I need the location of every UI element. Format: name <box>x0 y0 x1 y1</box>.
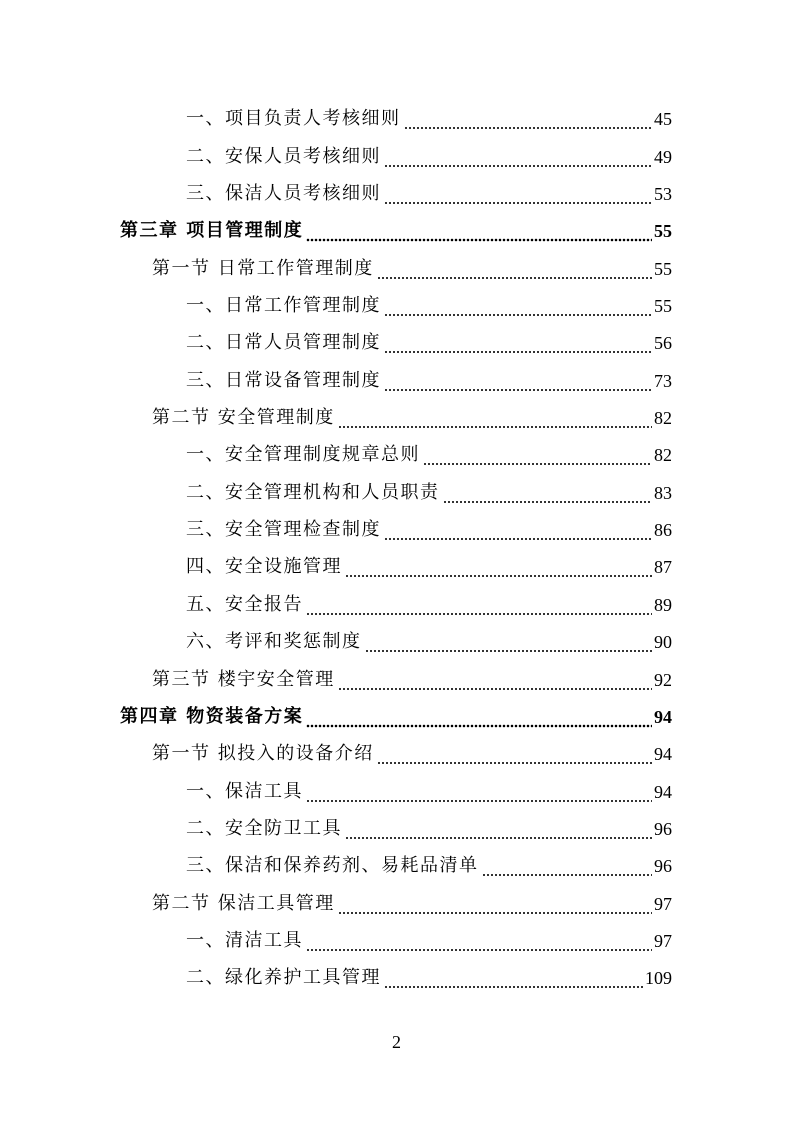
toc-chapter-entry[interactable] <box>0 212 793 249</box>
toc-section-title: 第二节 保洁工具管理 <box>152 892 335 914</box>
toc-entry-title: 三、安全管理检查制度 <box>186 519 381 541</box>
toc-entry-title: 四、安全设施管理 <box>186 556 342 578</box>
toc-entry[interactable] <box>0 810 793 847</box>
toc-entry-page: 87 <box>654 557 672 578</box>
toc-entry-title: 一、保洁工具 <box>186 780 303 802</box>
toc-entry-title: 三、日常设备管理制度 <box>186 369 381 391</box>
toc-entry-page: 49 <box>654 146 672 167</box>
toc-section-entry[interactable] <box>0 735 793 772</box>
toc-entry[interactable] <box>0 847 793 884</box>
toc-entry-page: 94 <box>654 781 672 802</box>
toc-entry-page: 73 <box>654 370 672 391</box>
dot-leader <box>345 824 652 840</box>
page-number: 2 <box>392 1032 401 1052</box>
toc-entry[interactable] <box>0 324 793 361</box>
toc-entry-page: 55 <box>654 258 672 279</box>
toc-entry-title: 三、保洁人员考核细则 <box>186 183 381 205</box>
toc-entry-title: 一、日常工作管理制度 <box>186 295 381 317</box>
toc-chapter-entry[interactable] <box>0 698 793 735</box>
toc-entry[interactable] <box>0 623 793 660</box>
toc-entry-page: 97 <box>654 893 672 914</box>
dot-leader <box>338 413 652 429</box>
toc-entry-page: 55 <box>654 296 672 317</box>
dot-leader <box>338 675 652 691</box>
toc-entry[interactable] <box>0 287 793 324</box>
toc-entry[interactable] <box>0 548 793 585</box>
toc-entry[interactable] <box>0 473 793 510</box>
toc-entry-title: 二、日常人员管理制度 <box>186 332 381 354</box>
toc-entry-title: 五、安全报告 <box>186 593 303 615</box>
toc-entry-page: 82 <box>654 445 672 466</box>
table-of-contents <box>0 100 793 996</box>
toc-entry-title: 一、安全管理制度规章总则 <box>186 444 420 466</box>
toc-entry-title: 一、项目负责人考核细则 <box>186 108 401 130</box>
dot-leader <box>384 338 652 354</box>
toc-entry-page: 96 <box>654 818 672 839</box>
toc-section-entry[interactable] <box>0 399 793 436</box>
toc-entry-page: 83 <box>654 482 672 503</box>
dot-leader <box>306 226 652 242</box>
toc-entry[interactable] <box>0 436 793 473</box>
toc-entry-page: 92 <box>654 669 672 690</box>
dot-leader <box>384 376 652 392</box>
toc-entry-title: 二、安保人员考核细则 <box>186 145 381 167</box>
toc-section-title: 第二节 安全管理制度 <box>152 407 335 429</box>
toc-section-title: 第一节 日常工作管理制度 <box>152 257 374 279</box>
dot-leader <box>384 525 652 541</box>
toc-section-entry[interactable] <box>0 249 793 286</box>
dot-leader <box>423 450 652 466</box>
dot-leader <box>377 749 652 765</box>
toc-entry[interactable] <box>0 361 793 398</box>
dot-leader <box>384 152 652 168</box>
dot-leader <box>306 787 652 803</box>
toc-section-title: 第三节 楼宇安全管理 <box>152 668 335 690</box>
dot-leader <box>482 861 653 877</box>
toc-entry-page: 94 <box>654 706 672 727</box>
toc-entry-page: 55 <box>654 221 672 242</box>
dot-leader <box>443 488 653 504</box>
toc-entry-title: 三、保洁和保养药剂、易耗品清单 <box>186 855 479 877</box>
toc-entry-page: 96 <box>654 856 672 877</box>
toc-entry[interactable] <box>0 922 793 959</box>
toc-entry-page: 86 <box>654 520 672 541</box>
toc-entry[interactable] <box>0 585 793 622</box>
toc-chapter-title: 第三章 项目管理制度 <box>120 220 304 242</box>
toc-section-title: 第一节 拟投入的设备介绍 <box>152 743 374 765</box>
toc-entry[interactable] <box>0 100 793 137</box>
dot-leader <box>306 600 652 616</box>
dot-leader <box>384 189 652 205</box>
toc-entry-page: 53 <box>654 184 672 205</box>
dot-leader <box>404 114 653 130</box>
toc-entry-page: 89 <box>654 594 672 615</box>
dot-leader <box>365 637 653 653</box>
dot-leader <box>384 973 643 989</box>
dot-leader <box>345 562 652 578</box>
toc-entry-page: 82 <box>654 408 672 429</box>
dot-leader <box>384 301 652 317</box>
toc-entry-title: 一、清洁工具 <box>186 929 303 951</box>
toc-entry-title: 二、安全防卫工具 <box>186 817 342 839</box>
dot-leader <box>306 936 652 952</box>
toc-entry-page: 97 <box>654 930 672 951</box>
toc-entry[interactable] <box>0 175 793 212</box>
toc-entry-page: 56 <box>654 333 672 354</box>
toc-entry[interactable] <box>0 511 793 548</box>
toc-entry-page: 109 <box>645 968 672 989</box>
dot-leader <box>306 712 652 728</box>
toc-chapter-title: 第四章 物资装备方案 <box>120 705 304 727</box>
toc-entry-title: 六、考评和奖惩制度 <box>186 631 362 653</box>
toc-entry-title: 二、绿化养护工具管理 <box>186 967 381 989</box>
toc-entry[interactable] <box>0 959 793 996</box>
toc-entry[interactable] <box>0 137 793 174</box>
toc-entry-title: 二、安全管理机构和人员职责 <box>186 481 440 503</box>
toc-entry[interactable] <box>0 772 793 809</box>
dot-leader <box>338 899 652 915</box>
toc-section-entry[interactable] <box>0 660 793 697</box>
toc-entry-page: 45 <box>654 109 672 130</box>
dot-leader <box>377 264 652 280</box>
toc-section-entry[interactable] <box>0 884 793 921</box>
toc-entry-page: 94 <box>654 744 672 765</box>
toc-entry-page: 90 <box>654 632 672 653</box>
